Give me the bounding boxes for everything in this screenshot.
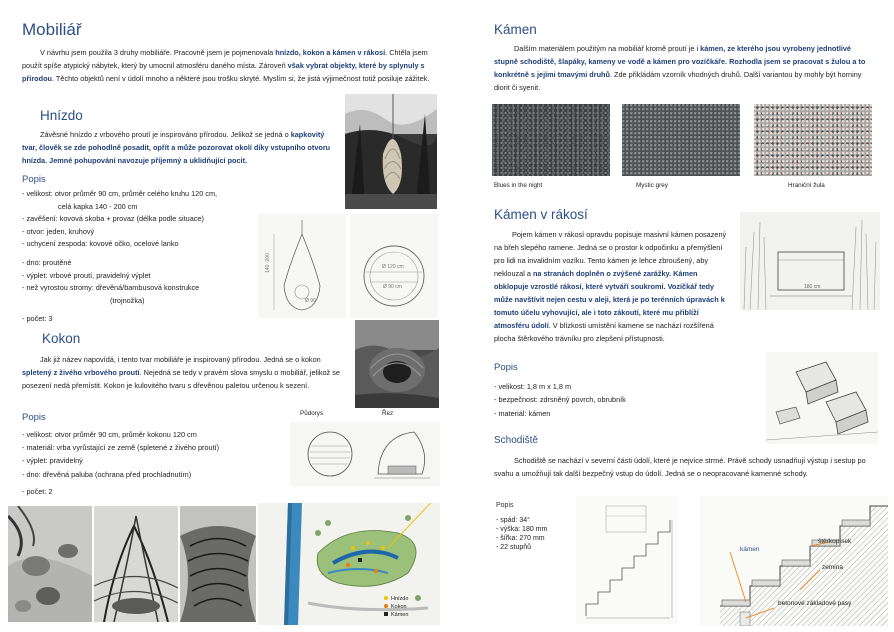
list-item: - dno: dřevěná paluba (ochrana před prochladnutím) [22, 469, 192, 479]
list-item: - zavěšení: kovová skoba + provaz (délka podle situace) [22, 214, 204, 224]
sketch-label-opening: Ø 90 [305, 298, 316, 304]
list-item: - uchycení zespoda: kovové očko, ocelové lanko [22, 239, 179, 249]
diagram-label-sterkopisek: štěrkopísek [818, 538, 852, 545]
list-item: - materiál: vrba vyrůstající ze země (spletené z živého proutí) [22, 443, 220, 453]
caption-pudorys: Půdorys [300, 410, 324, 417]
list-item: - velikost: otvor průměr 90 cm, průměr celého kruhu 120 cm, [22, 189, 218, 198]
rakosi-popis-list [494, 380, 694, 420]
list-item: - počet: 2 [22, 486, 53, 496]
map-legend [384, 595, 408, 619]
kokon-photo [355, 320, 439, 408]
schodiste-popis-title: Popis [496, 502, 514, 509]
section-title-kamen: Kámen [494, 22, 537, 37]
swatch-caption-1: Blues in the night [494, 182, 543, 189]
hnizdo-paragraph: Závěsné hnízdo z vrbového proutí je inspirováno přírodou. Jelikož se jedná o kapkovitý tvar, člověk se zde pohodlně posadit, opřít a může pozorovat okolí díky vstupního otvoru hnízda. Jemné pohupování navozuje příjemný a uklidňující pocit. [22, 130, 331, 165]
legend-item-kokon: Kokon [384, 603, 408, 611]
page-title-mobiliar: Mobiliář [22, 20, 82, 39]
swatch-caption-3: Hraniční žula [788, 182, 825, 189]
hnizdo-photo [345, 94, 437, 209]
kokon-popis-title: Popis [22, 412, 46, 423]
hnizdo-circle-sketch [350, 214, 438, 318]
list-item: - 22 stupňů [496, 544, 532, 551]
diagram-label-betonove-pasy: betonové základové pasy [778, 600, 852, 607]
kamen-paragraph: Dalším materiálem použitým na mobiliář kromě proutí je i kámen, ze kterého jsou vyrobeny jednotlivé stupně schodiště, šlapáky, kameny ve vodě a kámen pro vozíčkáře. Rozhodla jsem se pracovat s žulou a to konkrétně s jejími tmavými druhů. Zde přikládám vzorník vhodných druhů. Další variantou by mohly být horniny diorit či syenit. [494, 44, 866, 92]
schodiste-popis-list [496, 516, 576, 552]
kamen-rakosi-sketch [740, 212, 880, 310]
swatch-caption-2: Mystic grey [636, 182, 668, 189]
section-title-kamen-v-rakosi: Kámen v rákosí [494, 207, 588, 222]
kokon-paragraph: Jak již název napovídá, i tento tvar mobiliáře je inspirovaný přírodou. Jedná se o kokon spletený z živého vrbového proutí. Nejedná se tedy v pravém slova smyslu o mobiliář, jelikož se posezení nedá přemístit. Kokon je kulovitého tvaru s dřevěnou paletou určenou k sezení. [22, 355, 340, 390]
list-item: - výška: 180 mm [496, 526, 548, 533]
section-title-schodiste: Schodiště [494, 435, 538, 446]
list-item: - otvor: jeden, kruhový [22, 226, 95, 236]
swatch-hranicni-zula [754, 104, 872, 176]
sketch-label-height: 140 -200 [264, 253, 271, 273]
rakosi-popis-title: Popis [494, 362, 518, 373]
hnizdo-drop-sketch [258, 214, 346, 318]
stones-sketch [766, 352, 878, 444]
list-item: - velikost: otvor průměr 90 cm, průměr kokonu 120 cm [22, 430, 197, 439]
list-item: - dno: proutěné [22, 257, 72, 267]
hnizdo-popis-title: Popis [22, 174, 46, 185]
intro-paragraph: V návrhu jsem použila 3 druhy mobiliáře. Pracovně jsem je pojmenovala hnízdo, kokon a kámen v rákosí. Chtěla jsem použít spíše atypický nábytek, který by umocnil atmosféru daného místa. Zároveň však vybrat objekty, které by splynuly s přírodou. Těchto objektů není v údolí mnoho a některé jsou trošku skryté. Myslím si, že jistá výjimečnost totiž posiluje zážitek. [22, 48, 430, 83]
diagram-label-zemina: zemina [822, 564, 843, 571]
schodiste-paragraph: Schodiště se nachází v severní části údolí, které je nejvíce strmé. Právě schody usnadňují výstup i sestup po svahu a umožňují tak další bezpečný vstup do údolí. Jedná se o neopracované kamenné schody. [494, 456, 866, 478]
site-map [258, 503, 440, 625]
sketch-label-180: 180 cm [804, 284, 821, 290]
rakosi-paragraph: Pojem kámen v rákosí opravdu popisuje masivní kámen posazený na břeh slepého ramene. Jedná se o prostor k odpočinku a přemýšlení pro lidi na invalidním vozíku. Tento kámen je lehce zbroušený, aby neklouzal a na stranách doplněn o zvýšené zarážky. Kámen obklopuje vzrostlé rákosí, které vytváří soukromí. Vozíčkář tedy může navštívit nejen cestu v aleji, která je po terénních úpravách k tomuto účelu vyhovující, ale i toto zákoutí, které mu přiblíží atmosféru údolí. V blízkosti umístění kamene se nachází rozšířená plocha štěrkového trávníku pro zlepšení přístupnosti. [494, 230, 727, 343]
list-item: (trojnožka) [110, 295, 145, 305]
list-item: - spád: 34° [496, 517, 530, 524]
stair-sketch [576, 496, 678, 624]
swatch-blues-in-the-night [492, 104, 610, 176]
list-item: - počet: 3 [22, 314, 53, 324]
diagram-label-kamen: kámen [740, 546, 760, 553]
willow-photo-2 [180, 506, 256, 622]
list-item: - velikost: 1,8 m x 1,8 m [494, 382, 572, 391]
list-item: - šířka: 270 mm [496, 535, 545, 542]
section-title-hnizdo: Hnízdo [40, 108, 83, 123]
swatch-mystic-grey [622, 104, 740, 176]
stone-sand-photo [8, 506, 92, 622]
legend-item-kamen: Kámen [384, 611, 408, 619]
sketch-label-outer: Ø 120 cm [382, 264, 404, 270]
section-title-kokon: Kokon [42, 331, 81, 346]
caption-rez: Řez [382, 410, 394, 417]
legend-item-hnizdo: Hnízdo [384, 595, 408, 603]
willow-photo-1 [94, 506, 178, 622]
kokon-plan-sketch [290, 422, 440, 486]
list-item: celá kapka 140 - 200 cm [58, 201, 138, 211]
list-item: - než vyrostou stromy: dřevěná/bambusová konstrukce [22, 283, 200, 293]
list-item: - bezpečnost: zdrsněný povrch, obrubník [494, 395, 626, 405]
list-item: - výplet: pravidelný [22, 456, 83, 466]
stair-section-diagram [700, 496, 888, 626]
hnizdo-popis-list [22, 188, 262, 326]
list-item: - materiál: kámen [494, 408, 551, 418]
kokon-popis-list [22, 428, 282, 498]
list-item: - výplet: vrbové proutí, pravidelný výplet [22, 270, 151, 280]
sketch-label-inner: Ø 90 cm [383, 284, 402, 290]
